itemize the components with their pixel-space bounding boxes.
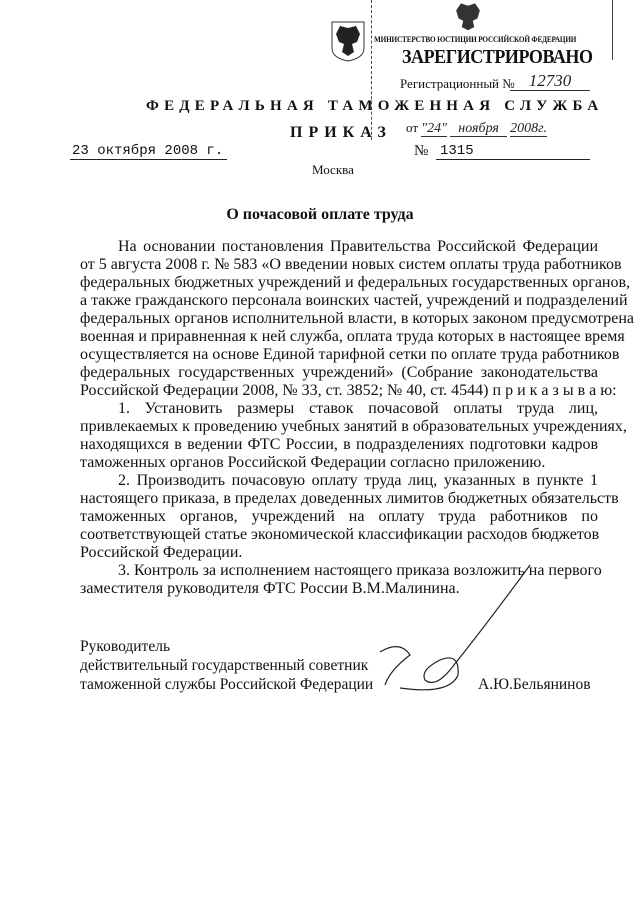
signer-position-1: Руководитель <box>80 638 171 655</box>
paragraph-1-line: военная и приравненная к ней служба, оплата труда которых в настоящее время <box>80 328 625 345</box>
signer-position-3: таможенной службы Российской Федерации <box>80 676 374 693</box>
paragraph-1-line: федеральных органов исполнительной власти, в которых законом предусмотрена <box>80 310 634 327</box>
order-number: 1315 <box>436 143 590 160</box>
stamp-reg-number: 12730 <box>510 71 590 91</box>
stamp-reg-date <box>406 120 547 137</box>
paragraph-1-line: федеральных бюджетных учреждений и федеральных государственных органов, <box>80 274 631 291</box>
paragraph-3-line: таможенных органов, учреждений на оплату труда работников по <box>80 508 598 525</box>
paragraph-1-line: осуществляется на основе Единой тарифной сетки по оплате труда работников <box>80 346 620 363</box>
signer-position-2: действительный государственный советник <box>80 657 369 674</box>
paragraph-3-line: Российской Федерации. <box>80 544 243 561</box>
paragraph-3-line: настоящего приказа, в пределах доведенных лимитов бюджетных обязательств <box>80 490 619 507</box>
paragraph-1-line: На основании постановления Правительства Российской Федерации <box>118 238 598 255</box>
agency-name: ФЕДЕРАЛЬНАЯ ТАМОЖЕННАЯ СЛУЖБА <box>146 98 604 114</box>
paragraph-4-line: заместителя руководителя ФТС России В.М.Малинина. <box>80 580 460 597</box>
document-type: ПРИКАЗ <box>290 124 392 141</box>
stamp-day: "24" <box>421 121 448 136</box>
paragraph-2-line: привлекаемых к проведению учебных занятий в образовательных учреждениях, <box>80 418 627 435</box>
stamp-year: 2008г. <box>510 121 547 136</box>
order-number-label: № <box>414 143 429 159</box>
paragraph-2-line: находящихся в ведении ФТС России, в подразделениях подготовки кадров <box>80 436 598 453</box>
stamp-border-left <box>371 0 372 140</box>
paragraph-1-line: федеральных государственных учреждений» (Собрание законодательства <box>80 364 598 381</box>
city: Москва <box>312 162 354 177</box>
stamp-status: ЗАРЕГИСТРИРОВАНО <box>402 46 593 68</box>
paragraph-3-line: соответствующей статье экономической классификации расходов бюджетов <box>80 526 600 543</box>
handwritten-signature <box>340 560 540 700</box>
signer-name: А.Ю.Бельянинов <box>478 676 591 693</box>
stamp-border-right <box>612 0 613 60</box>
coat-of-arms-emblem <box>330 20 366 62</box>
paragraph-1-line: а также гражданского персонала воинских частей, учреждений и подразделений <box>80 292 628 309</box>
paragraph-4-line: 3. Контроль за исполнением настоящего приказа возложить на первого <box>118 562 602 579</box>
stamp-month: ноября <box>450 121 507 137</box>
paragraph-2-line: таможенных органов Российской Федерации согласно приложению. <box>80 454 546 471</box>
stamp-reg-label: Регистрационный № <box>400 76 515 91</box>
paragraph-3-line: 2. Производить почасовую оплату труда лиц, указанных в пункте 1 <box>118 472 598 489</box>
order-date: 23 октября 2008 г. <box>70 143 227 160</box>
stamp-date-prefix: от <box>406 120 419 135</box>
document-title: О почасовой оплате труда <box>226 206 414 223</box>
paragraph-2-line: 1. Установить размеры ставок почасовой оплаты труда лиц, <box>118 400 598 417</box>
paragraph-1-line: Российской Федерации 2008, № 33, ст. 3852; № 40, ст. 4544) п р и к а з ы в а ю: <box>80 382 617 399</box>
stamp-ministry: МИНИСТЕРСТВО ЮСТИЦИИ РОССИЙСКОЙ ФЕДЕРАЦИИ <box>374 34 577 44</box>
stamp-emblem <box>452 1 484 31</box>
paragraph-1-line: от 5 августа 2008 г. № 583 «О введении новых систем оплаты труда работников <box>80 256 622 273</box>
